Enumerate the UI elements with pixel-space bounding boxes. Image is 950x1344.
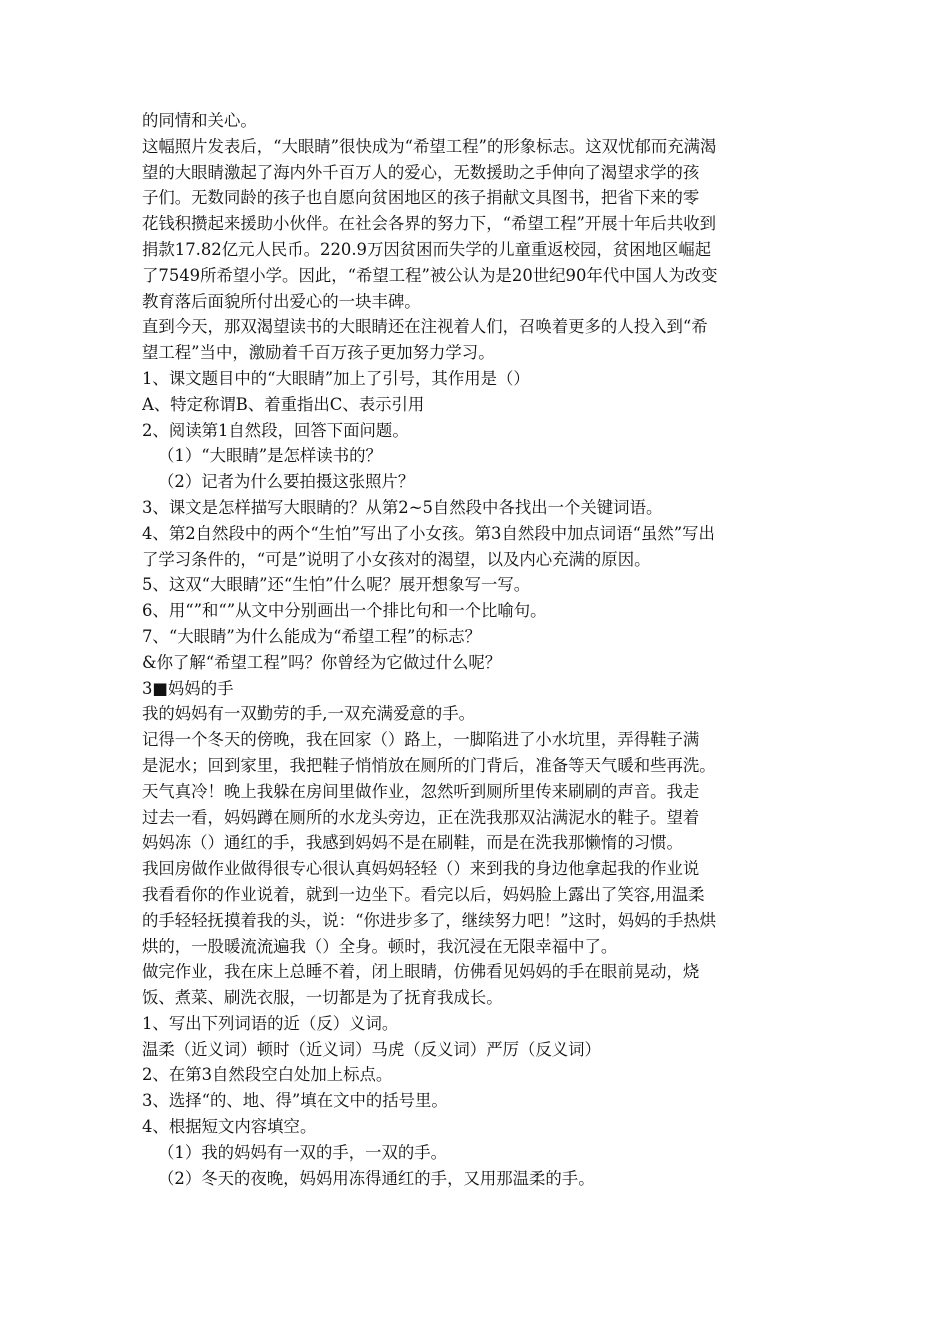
sub-question-line: （2）记者为什么要拍摄这张照片？ (158, 472, 415, 492)
question-line: 4、第2自然段中的两个“生怕”写出了小女孩。第3自然段中加点词语“虽然”写出 (142, 523, 715, 543)
question-line: 4、根据短文内容填空。 (142, 1117, 317, 1137)
question-line: 1、写出下列词语的近（反）义词。 (142, 1013, 399, 1033)
text-line: 的同情和关心。 (142, 111, 257, 130)
text-line: 烘的，一股暖流流遍我（）全身。顿时，我沉浸在无限幸福中了。 (142, 936, 618, 956)
question-line: 5、这双“大眼睛”还“生怕”什么呢？展开想象写一写。 (142, 575, 531, 595)
question-line: 温柔（近义词）顿时（近义词）马虎（反义词）严厉（反义词） (142, 1039, 601, 1059)
text-line: 子们。无数同龄的孩子也自愿向贫困地区的孩子捐献文具图书，把省下来的零 (142, 188, 700, 208)
text-line: 望工程”当中，激励着千百万孩子更加努力学习。 (142, 343, 495, 363)
text-line: 教育落后面貌所付出爱心的一块丰碑。 (142, 291, 421, 311)
text-line: 望的大眼睛激起了海内外千百万人的爱心，无数援助之手伸向了渴望求学的孩 (142, 162, 700, 182)
question-line: 3、课文是怎样描写大眼睛的？从第2~5自然段中各找出一个关键词语。 (142, 497, 663, 517)
question-line: 2、在第3自然段空白处加上标点。 (142, 1065, 393, 1085)
question-line: 3、选择“的、地、得”填在文中的括号里。 (142, 1091, 448, 1111)
text-line: 花钱积攒起来援助小伙伴。在社会各界的努力下，“希望工程”开展十年后共收到 (142, 214, 717, 234)
question-line: 1、课文题目中的“大眼睛”加上了引号，其作用是（） (142, 368, 530, 388)
text-line: 记得一个冬天的傍晚，我在回家（）路上，一脚陷进了小水坑里，弄得鞋子满 (142, 730, 700, 750)
question-line: 7、“大眼睛”为什么能成为“希望工程”的标志？ (142, 626, 481, 646)
question-line: 6、用“”和“”从文中分别画出一个排比句和一个比喻句。 (142, 601, 547, 621)
text-line: 饭、煮菜、刷洗衣服，一切都是为了抚育我成长。 (142, 988, 503, 1008)
question-line: 2、阅读第1自然段，回答下面问题。 (142, 420, 409, 440)
text-line: 我的妈妈有一双勤劳的手,一双充满爱意的手。 (142, 704, 476, 724)
text-line: 过去一看，妈妈蹲在厕所的水龙头旁边，正在洗我那双沾满泥水的鞋子。望着 (142, 807, 700, 827)
question-line: 了学习条件的，“可是”说明了小女孩对的渴望，以及内心充满的原因。 (142, 549, 651, 569)
text-line: 天气真冷！晚上我躲在房间里做作业，忽然听到厕所里传来刷刷的声音。我走 (142, 781, 700, 801)
text-line: 这幅照片发表后，“大眼睛”很快成为“希望工程”的形象标志。这双忧郁而充满渴 (142, 136, 717, 156)
text-line: 是泥水；回到家里，我把鞋子悄悄放在厕所的门背后，准备等天气暖和些再洗。 (142, 755, 716, 775)
text-line: 的手轻轻抚摸着我的头，说：“你进步多了，继续努力吧！”这时，妈妈的手热烘 (142, 910, 717, 930)
sub-question-line: （1）我的妈妈有一双的手，一双的手。 (158, 1142, 448, 1162)
question-line: &你了解“希望工程”吗？你曾经为它做过什么呢？ (142, 652, 502, 672)
text-line: 直到今天，那双渴望读书的大眼睛还在注视着人们，召唤着更多的人投入到“希 (142, 317, 708, 337)
question-line: A、特定称谓B、着重指出C、表示引用 (142, 394, 425, 414)
sub-question-line: （2）冬天的夜晚，妈妈用冻得通红的手，又用那温柔的手。 (158, 1168, 595, 1188)
text-line: 我看看你的作业说着，就到一边坐下。看完以后，妈妈脸上露出了笑容,用温柔 (142, 884, 705, 904)
section-title: 3■妈妈的手 (142, 678, 234, 698)
text-line: 做完作业，我在床上总睡不着，闭上眼睛，仿佛看见妈妈的手在眼前晃动，烧 (142, 962, 700, 982)
sub-question-line: （1）“大眼睛”是怎样读书的？ (158, 446, 382, 466)
text-line: 了7549所希望小学。因此，“希望工程”被公认为是20世纪90年代中国人为改变 (142, 265, 718, 285)
text-line: 妈妈冻（）通红的手，我感到妈妈不是在刷鞋，而是在洗我那懒惰的习惯。 (142, 833, 683, 853)
text-line: 捐款17.82亿元人民币。220.9万因贫困而失学的儿童重返校园，贫困地区崛起 (142, 239, 712, 259)
text-line: 我回房做作业做得很专心很认真妈妈轻轻（）来到我的身边他拿起我的作业说 (142, 859, 700, 879)
document-page (142, 108, 822, 1191)
